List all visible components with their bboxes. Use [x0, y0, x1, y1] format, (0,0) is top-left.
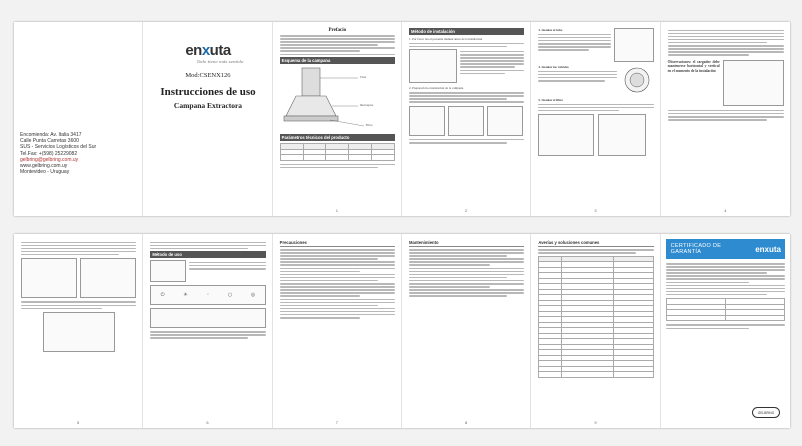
tech-params-table — [280, 143, 395, 161]
observations-title: Observaciones: el cargador debe mantenerse horizontal y vertical en el momento de la instalación — [667, 59, 720, 73]
valve-figure — [620, 65, 654, 95]
warranty-title: CERTIFICADO DE GARANTÍA — [666, 239, 756, 259]
precautions-title: Precauciones — [280, 240, 395, 247]
scheme-title: Esquema de la campana — [280, 57, 395, 64]
install-panel: Método de instalación 1. Por favor lea el presente manual antes de la instalación 2. Preparación e instalación de la campana 2 — [402, 22, 531, 216]
model-number: Mod:CSENX126 — [185, 72, 231, 79]
manual-subtitle: Campana Extractora — [173, 101, 243, 110]
contact-phone: Tel.Fax: +(598) 25229082 — [20, 150, 78, 157]
maintenance-title: Mantenimiento — [409, 240, 524, 247]
install-title: Método de instalación — [409, 28, 524, 35]
control-panel: Método de uso ⏻ ☀ ◦ ○ ◎ 6 — [143, 234, 272, 428]
front-cover-panel — [143, 22, 272, 216]
diagram-label-vista: Vista — [359, 75, 367, 80]
fan-low-icon: ◦ — [206, 292, 210, 299]
observations-panel: Observaciones: el cargador debe mantenerse horizontal y vertical en el momento de la instalación 4 — [661, 22, 790, 216]
usage-panel: 5 — [14, 234, 143, 428]
warranty-table — [666, 298, 785, 321]
usage-figure-2 — [80, 258, 136, 298]
install-figure-2 — [409, 106, 445, 136]
contact-web[interactable]: www.gelbring.com.uy — [20, 163, 68, 170]
fan-mid-icon: ○ — [227, 292, 233, 299]
install-step1: 1. Por favor lea el presente manual antes de la instalación — [409, 37, 483, 41]
display-figure — [150, 308, 265, 328]
fan-high-icon: ◎ — [250, 292, 256, 299]
back-cover-panel — [14, 22, 143, 216]
warranty-panel — [661, 234, 790, 428]
diagram-label-filtro: Filtro — [365, 123, 373, 128]
top-sheet — [14, 22, 790, 216]
maintenance-panel: Mantenimiento 8 — [402, 234, 531, 428]
contact-address: Encomienda: Av. Italia 3417 — [20, 132, 82, 138]
warranty-logo: enxuta — [755, 244, 781, 254]
faults-panel: Averías y soluciones comunes 9 — [531, 234, 660, 428]
contact-company: SUS - Servicios Logísticos del Sur — [20, 144, 97, 151]
prefacio-panel: Prefacio Esquema de la campana Vista Interruptor Filtro Parámetros técnicos del producto 1 — [273, 22, 402, 216]
filter-figure-1 — [538, 114, 594, 156]
contact-email[interactable]: gelbring@gelbring.com.uy — [20, 156, 79, 163]
filter-figure-2 — [598, 114, 646, 156]
contact-block — [20, 132, 96, 175]
control-title: Método de uso — [150, 251, 265, 258]
control-figure — [150, 260, 186, 282]
install-figure-1 — [409, 49, 457, 83]
prefacio-title: Prefacio — [328, 28, 347, 33]
install2-item1: 3. Instalar el tubo — [538, 28, 563, 32]
manual-title: Instrucciones de uso — [160, 86, 256, 98]
tube-figure — [614, 28, 654, 62]
diagram-label-interruptor: Interruptor — [359, 103, 374, 108]
faults-table — [538, 256, 653, 378]
contact-city: Montevideo - Uruguay — [20, 169, 70, 176]
install2-item3: 5. Instalar el filtro — [538, 98, 563, 102]
usage-figure-1 — [21, 258, 77, 298]
light-icon: ☀ — [183, 292, 188, 299]
precautions-panel: Precauciones 7 — [273, 234, 402, 428]
install2-panel: 3. Instalar el tubo 4. Instalar las válvulas 5. Instalar el filtro 3 — [531, 22, 660, 216]
gelbring-seal: GELBRING — [752, 407, 780, 418]
hood-diagram — [280, 66, 395, 134]
brand-tagline: Todo tiene más sentido — [196, 59, 244, 64]
brand-logo: enxuta — [185, 42, 231, 59]
install2-item2: 4. Instalar las válvulas — [538, 65, 569, 69]
power-icon: ⏻ — [160, 292, 165, 299]
usage-figure-3 — [43, 312, 115, 352]
contact-floor: Calle Punta Carretas 3600 — [20, 138, 79, 145]
mount-figure — [723, 60, 784, 106]
install-figure-4 — [487, 106, 523, 136]
button-row — [150, 285, 265, 305]
faults-title: Averías y soluciones comunes — [538, 240, 653, 247]
bottom-sheet — [14, 234, 790, 428]
install-step2: 2. Preparación e instalación de la campana — [409, 86, 464, 91]
tech-params-title: Parámetros técnicos del producto — [280, 134, 395, 141]
install-figure-3 — [448, 106, 484, 136]
